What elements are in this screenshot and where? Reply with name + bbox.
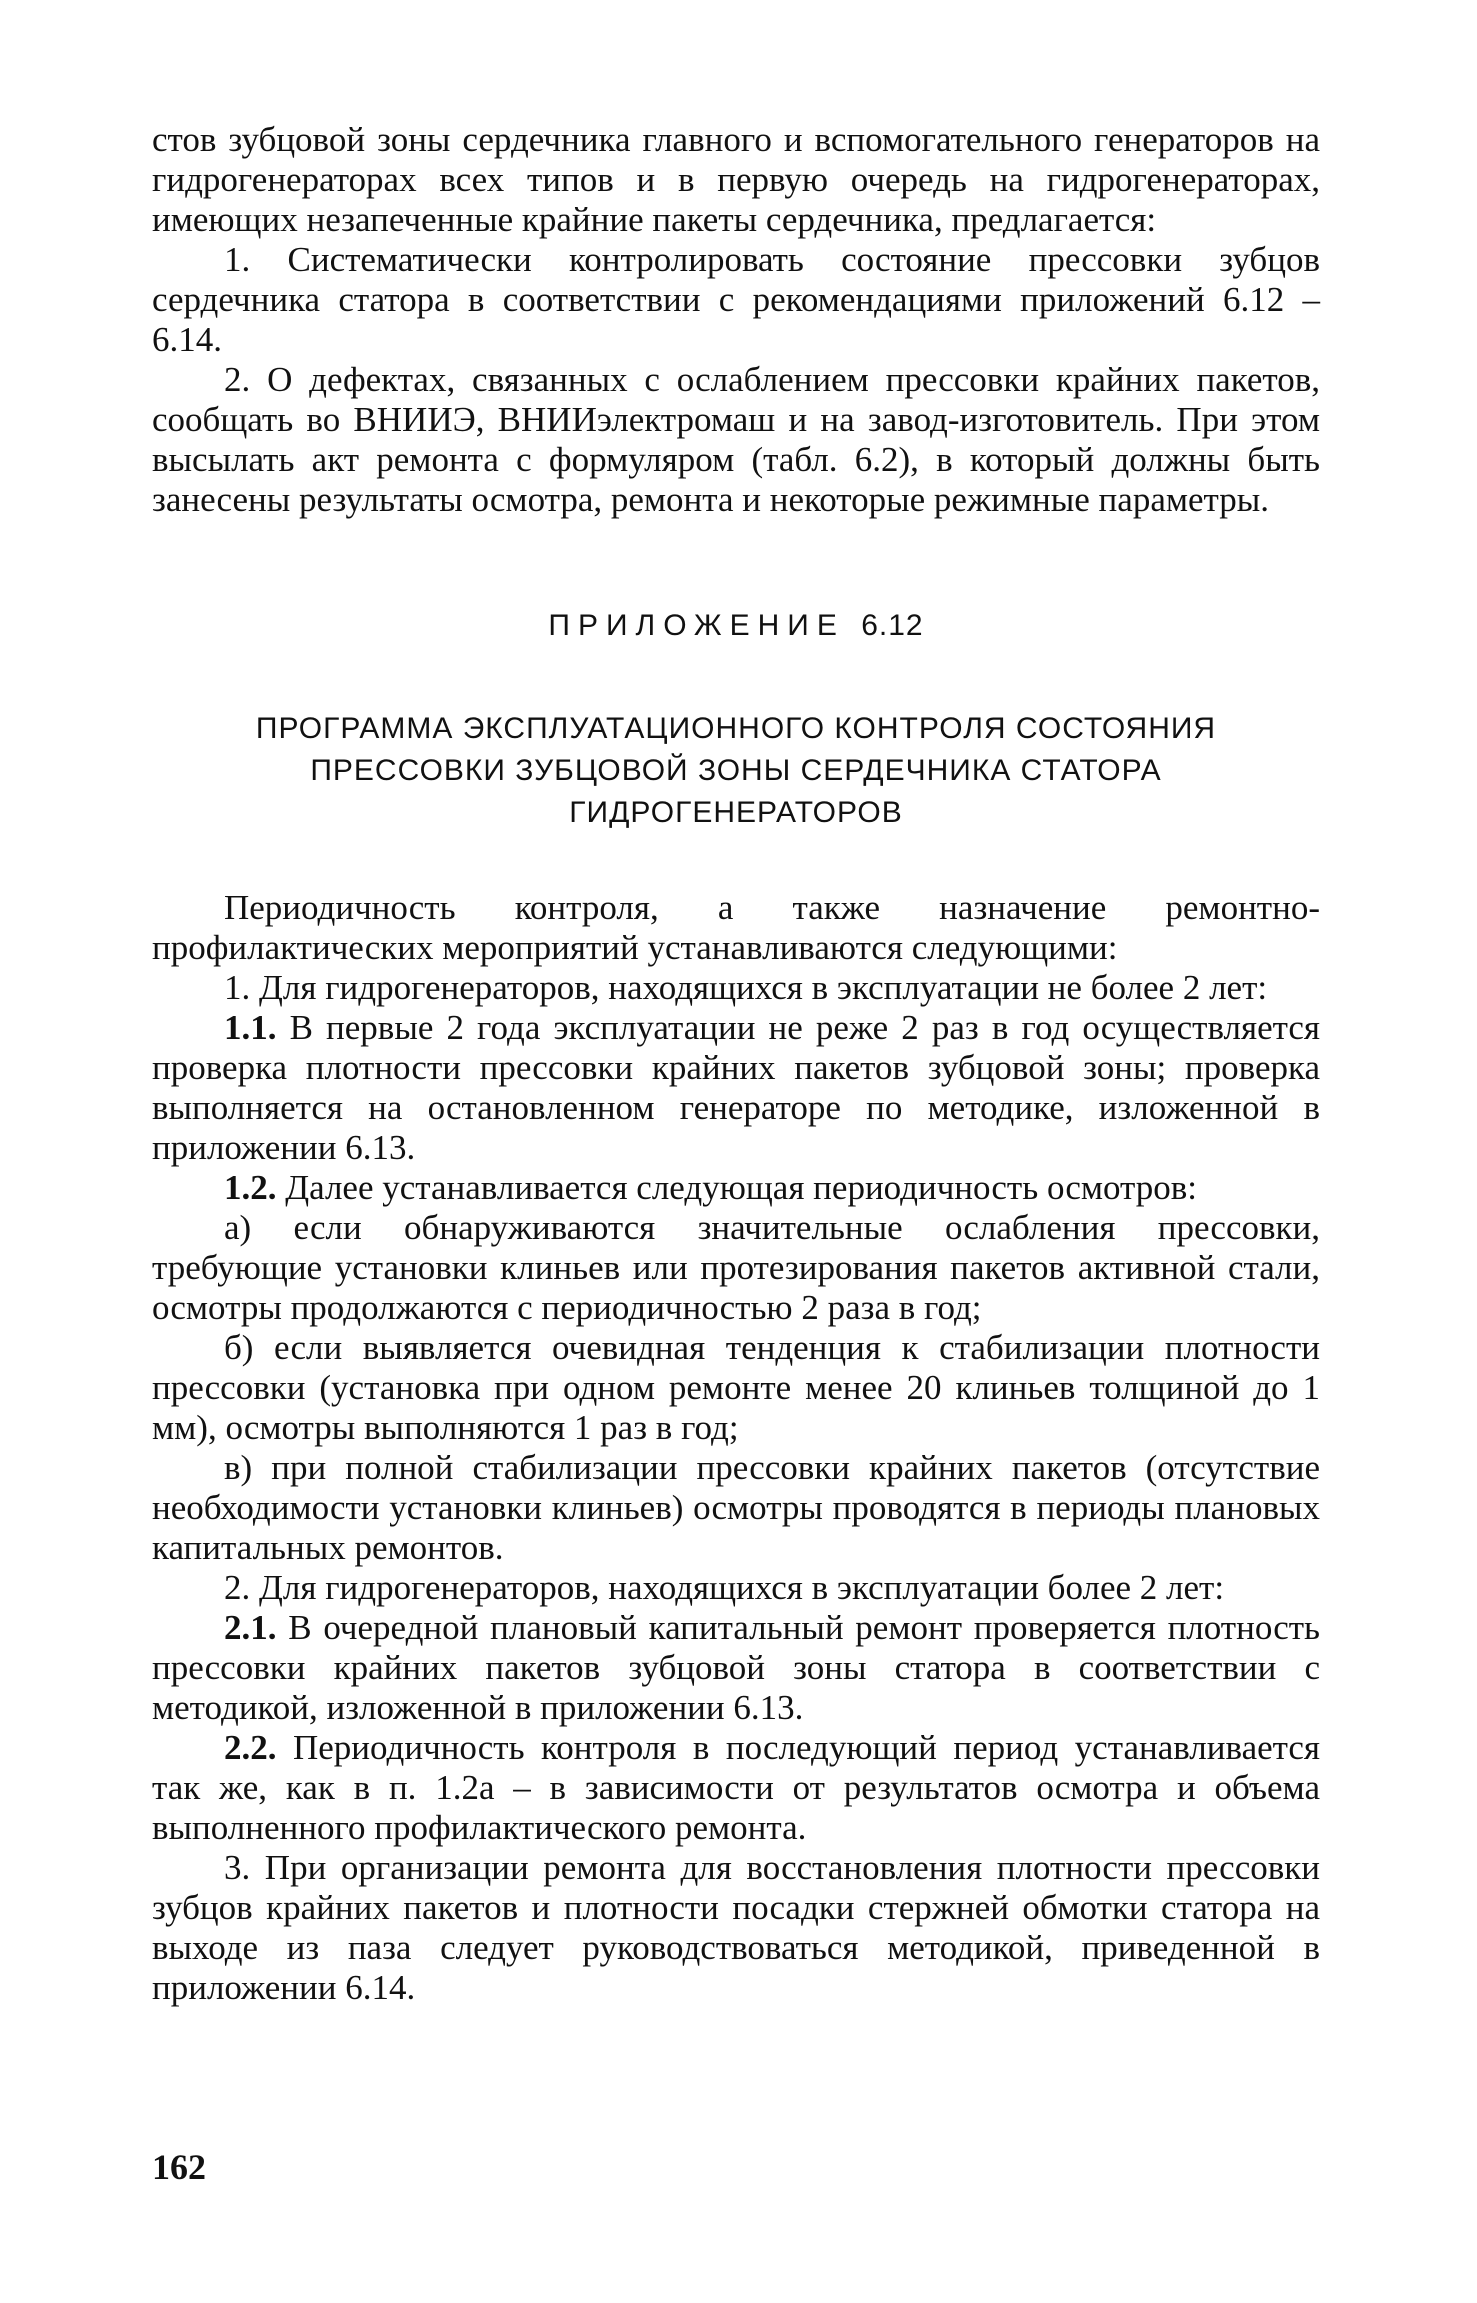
item-2-1-text: В очередной плановый капитальный ремонт проверяется плотность прессовки крайних пакетов зубцовой зоны статора в соответствии с методикой, изложенной в приложении 6.13. <box>152 1608 1320 1727</box>
spacer <box>152 834 1320 888</box>
item-1-2-b: б) если выявляется очевидная тенденция к стабилизации плотности прессовки (установка при одном ремонте менее 20 клиньев толщиной до 1 мм), осмотры выполняются 1 раз в год; <box>152 1328 1320 1447</box>
item-1: 1. Для гидрогенераторов, находящихся в эксплуатации не более 2 лет: <box>224 968 1268 1007</box>
item-1-1 <box>152 1008 1320 1168</box>
item-3: 3. При организации ремонта для восстановления плотности прессовки зубцов крайних пакетов и плотности посадки стержней обмотки статора на выходе из паза следует руководствоваться методикой, приведенной в приложении 6.14. <box>152 1848 1320 2007</box>
item-2-2-text: Периодичность контроля в последующий период устанавливается так же, как в п. 1.2а – в зависимости от результатов осмотра и объема выполненного профилактического ремонта. <box>152 1728 1320 1847</box>
item-2-1-number: 2.1. <box>224 1608 277 1647</box>
item-1-2-text: Далее устанавливается следующая периодичность осмотров: <box>276 1168 1198 1207</box>
item-2: 2. Для гидрогенераторов, находящихся в эксплуатации более 2 лет: <box>224 1568 1225 1607</box>
program-title-line-1: ПРОГРАММА ЭКСПЛУАТАЦИОННОГО КОНТРОЛЯ СОСТОЯНИЯ <box>255 712 1217 745</box>
appendix-heading <box>152 606 1320 646</box>
appendix-number: 6.12 <box>861 609 924 642</box>
item-2-2 <box>152 1728 1320 1848</box>
item-2-1 <box>152 1608 1320 1728</box>
item-1-2 <box>152 1168 1320 1208</box>
item-2-2-number: 2.2. <box>224 1728 277 1767</box>
program-title-line-3: ГИДРОГЕНЕРАТОРОВ <box>569 796 903 829</box>
item-1-2-v: в) при полной стабилизации прессовки крайних пакетов (отсутствие необходимости установки клиньев) осмотры проводятся в периоды плановых капитальных ремонтов. <box>152 1448 1320 1567</box>
item-1-2-number: 1.2. <box>224 1168 277 1207</box>
program-title-line-2: ПРЕССОВКИ ЗУБЦОВОЙ ЗОНЫ СЕРДЕЧНИКА СТАТОРА <box>310 754 1162 787</box>
item-1-1-number: 1.1. <box>224 1008 277 1047</box>
intro-paragraph: Периодичность контроля, а также назначение ремонтно-профилактических мероприятий устанавливаются следующими: <box>152 888 1320 967</box>
document-page <box>152 120 1320 2008</box>
item-1-1-text: В первые 2 года эксплуатации не реже 2 раз в год осуществляется проверка плотности прессовки крайних пакетов зубцовой зоны; проверка выполняется на остановленном генераторе по методике, изложенной в приложении 6.13. <box>152 1008 1320 1167</box>
page-number: 162 <box>152 2147 206 2187</box>
recommendation-1: 1. Систематически контролировать состояние прессовки зубцов сердечника статора в соответствии с рекомендациями приложений 6.12 – 6.14. <box>152 240 1320 359</box>
spacer <box>152 520 1320 606</box>
program-title <box>152 708 1320 834</box>
item-1-2-a: а) если обнаруживаются значительные ослабления прессовки, требующие установки клиньев или протезирования пакетов активной стали, осмотры продолжаются с периодичностью 2 раза в год; <box>152 1208 1320 1327</box>
appendix-label: ПРИЛОЖЕНИЕ <box>548 609 845 642</box>
continuation-paragraph: стов зубцовой зоны сердечника главного и вспомогательного генераторов на гидрогенераторах всех типов и в первую очередь на гидрогенераторах, имеющих незапеченные крайние пакеты сердечника, предлагается: <box>152 120 1320 239</box>
recommendation-2: 2. О дефектах, связанных с ослаблением прессовки крайних пакетов, сообщать во ВНИИЭ, ВНИИэлектромаш и на завод-изготовитель. При этом высылать акт ремонта с формуляром (табл. 6.2), в который должны быть занесены результаты осмотра, ремонта и некоторые режимные параметры. <box>152 360 1320 519</box>
